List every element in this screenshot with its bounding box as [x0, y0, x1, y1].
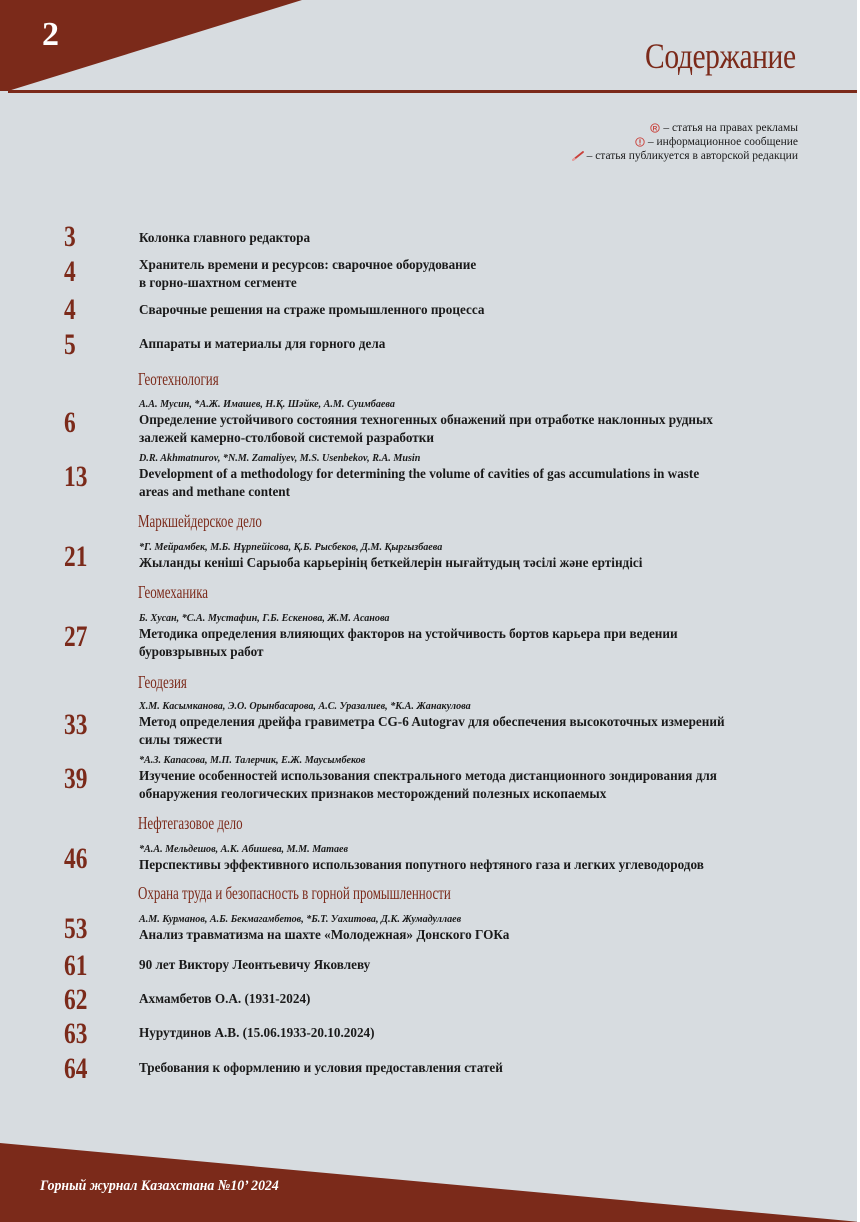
legend-text: – статья на правах рекламы — [663, 122, 798, 134]
legend-text: – информационное сообщение — [647, 136, 798, 148]
toc-title-line: буровзрывных работ — [139, 643, 264, 659]
header-rule — [8, 90, 857, 93]
toc-page-number: 13 — [64, 460, 88, 493]
toc-title-line: Хранитель времени и ресурсов: сварочное оборудование — [139, 257, 477, 272]
toc-authors: Б. Хусан, *С.А. Мустафин, Г.Б. Ескенова, Ж.М. Асанова — [139, 612, 390, 624]
toc-title: Аппараты и материалы для горного дела — [139, 336, 386, 351]
toc-title-line: Жыланды кеніші Сарыоба карьерінің беткейлерін нығайтудың тәсілі және ертіндісі — [139, 555, 643, 570]
toc-page-number: 46 — [64, 842, 88, 875]
section-heading: Охрана труда и безопасность в горной промышленности — [138, 883, 451, 903]
toc-page-number: 39 — [64, 762, 88, 795]
toc-title: Требования к оформлению и условия предоставления статей — [139, 1060, 503, 1075]
toc-title-line: Перспективы эффективного использования попутного нефтяного газа и легких углеводородов — [139, 857, 704, 872]
section-heading: Геомеханика — [138, 582, 209, 602]
legend — [572, 121, 798, 163]
toc-title-line: Определение устойчивого состояния техногенных обнажений при отработке наклонных рудных — [139, 412, 713, 427]
toc-page-number: 3 — [64, 220, 76, 253]
toc-title: Нурутдинов А.В. (15.06.1933-20.10.2024) — [139, 1025, 375, 1040]
legend-item-info — [572, 135, 798, 149]
page-title: Содержание — [645, 36, 796, 76]
toc-title-line: Анализ травматизма на шахте «Молодежная» Донского ГОКа — [139, 927, 510, 942]
toc-page-number: 5 — [64, 328, 76, 361]
section-heading: Геотехнология — [138, 369, 219, 389]
section-heading: Геодезия — [138, 672, 187, 692]
toc-title: Ахмамбетов О.А. (1931-2024) — [139, 991, 311, 1006]
toc-title: 90 лет Виктору Леонтьевичу Яковлеву — [139, 957, 371, 972]
toc-page-number: 63 — [64, 1017, 88, 1050]
toc-title-line: обнаружения геологических признаков месторождений полезных ископаемых — [139, 785, 607, 801]
toc-title: Сварочные решения на страже промышленного процесса — [139, 302, 485, 317]
toc-authors: *А.А. Мельдешов, А.К. Абишева, М.М. Матаев — [139, 843, 349, 855]
legend-item-advertising — [572, 121, 798, 135]
toc-title-line: Методика определения влияющих факторов на устойчивость бортов карьера при ведении — [139, 626, 678, 641]
page-number: 2 — [42, 16, 59, 53]
toc-page-number: 62 — [64, 983, 88, 1016]
toc-authors: D.R. Akhmatnurov, *N.M. Zamaliyev, M.S. Usenbekov, R.A. Musin — [139, 452, 421, 464]
svg-text:R: R — [653, 125, 658, 133]
toc-authors: А.А. Мусин, *А.Ж. Имашев, Н.Қ. Шәйке, А.М. Суимбаева — [139, 398, 395, 410]
toc-page-number: 53 — [64, 912, 88, 945]
toc-title-line: areas and methane content — [139, 483, 291, 499]
legend-item-author-edition — [572, 149, 798, 163]
registered-ad-icon — [650, 123, 660, 133]
toc-page-number: 33 — [64, 708, 88, 741]
toc-page-number: 6 — [64, 406, 76, 439]
section-heading: Нефтегазовое дело — [138, 813, 243, 833]
toc-authors: *А.З. Капасова, М.П. Талерчик, Е.Ж. Маусымбеков — [139, 754, 366, 766]
toc-title-line: Development of a methodology for determining the volume of cavities of gas accumulations in waste — [139, 466, 700, 481]
toc-title-line: в горно-шахтном сегменте — [139, 274, 297, 290]
footer-decoration — [0, 1130, 860, 1222]
toc-page-number: 21 — [64, 540, 88, 573]
toc-title: Колонка главного редактора — [139, 230, 311, 245]
toc-page-number: 4 — [64, 255, 76, 288]
toc-title-line: Изучение особенностей использования спектрального метода дистанционного зондирования для — [139, 768, 717, 783]
toc-authors: А.М. Курманов, А.Б. Бекмагамбетов, *Б.Т. Уахитова, Д.К. Жумадуллаев — [139, 913, 462, 925]
toc-title-line: силы тяжести — [139, 731, 223, 747]
toc-authors: Х.М. Касымканова, Э.О. Орынбасарова, А.С. Уразалиев, *К.А. Жанакулова — [139, 700, 471, 712]
journal-issue: Горный журнал Казахстана №10’ 2024 — [40, 1178, 279, 1194]
toc-title-line: Метод определения дрейфа гравиметра CG-6 Autograv для обеспечения высокоточных измерений — [139, 714, 725, 729]
legend-text: – статья публикуется в авторской редакции — [586, 150, 798, 162]
toc-page-number: 27 — [64, 620, 88, 653]
info-icon — [635, 137, 645, 147]
toc-title-line: залежей камерно-столбовой системой разработки — [139, 429, 434, 445]
toc-page-number: 64 — [64, 1052, 88, 1085]
toc-page-number: 61 — [64, 949, 88, 982]
pencil-icon — [572, 151, 584, 161]
section-heading: Маркшейдерское дело — [138, 511, 262, 531]
toc-authors: *Г. Мейрамбек, М.Б. Нұрпейісова, Қ.Б. Рысбеков, Д.М. Қыргызбаева — [139, 541, 443, 553]
toc-page-number: 4 — [64, 293, 76, 326]
